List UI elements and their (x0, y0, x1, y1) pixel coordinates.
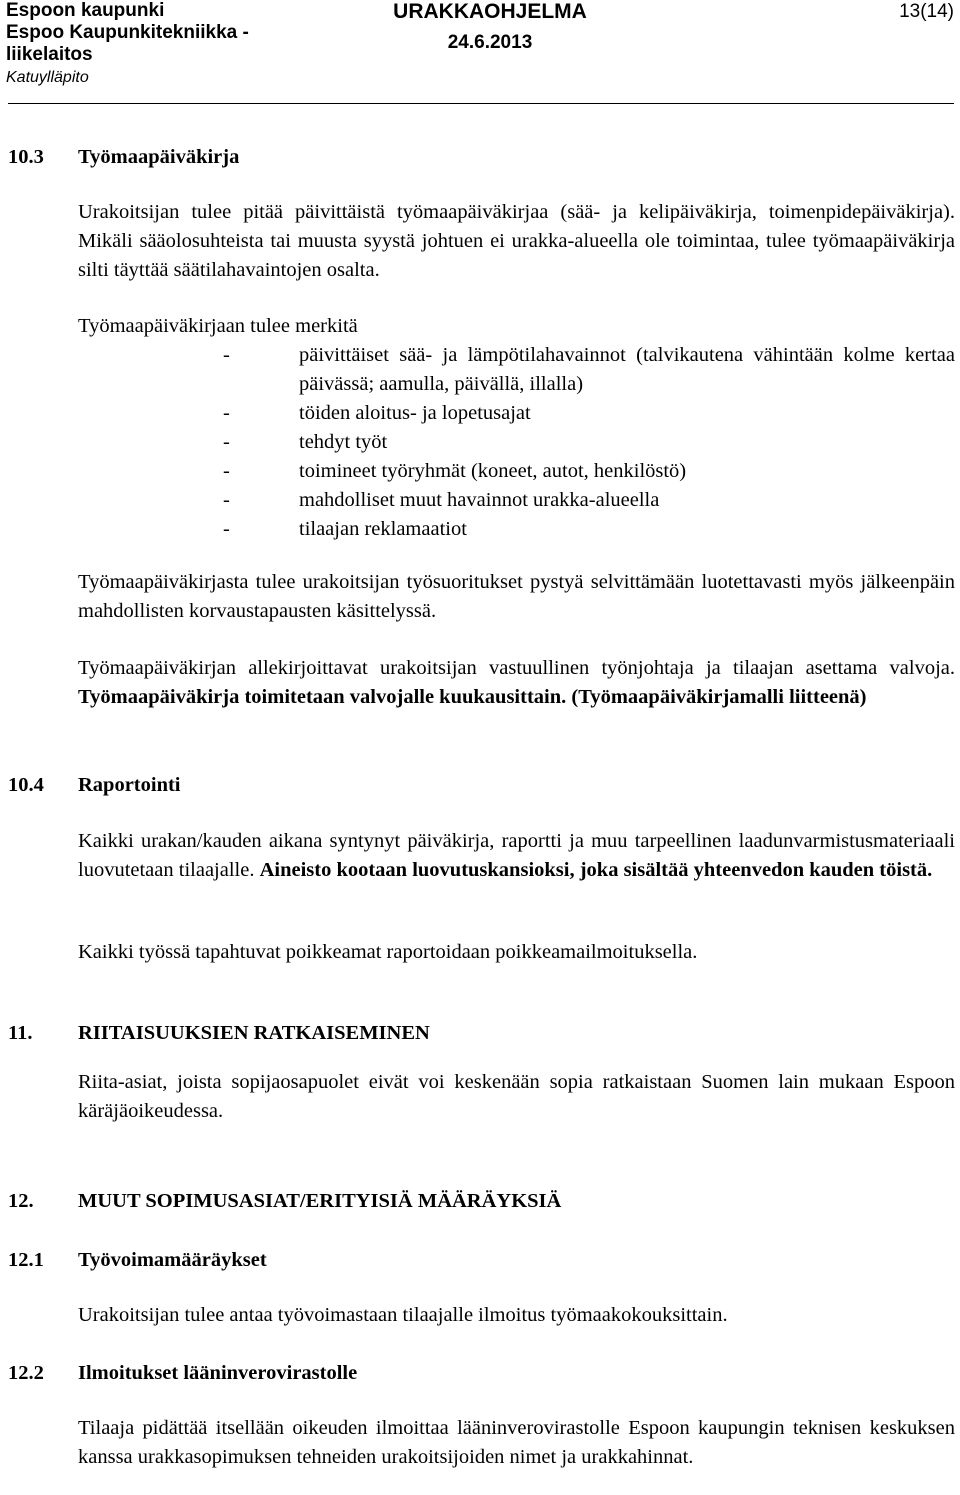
paragraph: Urakoitsijan tulee pitää päivittäistä työmaapäiväkirjaa (sää- ja kelipäiväkirja, toimenpidepäiväkirja). Mikäli sääolosuhteista tai muusta syystä johtuen ei urakka-alueella ole toimintaa, tulee työmaapäiväkirja silti täyttää säätilahavaintojen osalta. (78, 201, 955, 281)
list-item (223, 486, 955, 515)
section-heading-10-4 (8, 772, 181, 798)
dash-marker: - (223, 431, 230, 453)
section-number: 12.1 (8, 1249, 44, 1271)
list-item-text: tilaajan reklamaatiot (299, 518, 467, 540)
paragraph (78, 827, 955, 885)
section-number: 11. (8, 1022, 33, 1044)
page-number: 13(14) (899, 1, 954, 22)
paragraph (78, 654, 955, 712)
list-item-text: tehdyt työt (299, 431, 388, 453)
list-item (223, 515, 955, 544)
section-heading-12-1 (8, 1247, 267, 1273)
paragraph-text: Kaikki urakan/kauden aikana syntynyt päiväkirja, raportti ja muu tarpeellinen laadunvarmistusmateriaali luovutetaan tilaajalle. (78, 830, 955, 881)
section-title: Ilmoitukset lääninverovirastolle (78, 1362, 358, 1384)
section-title: Raportointi (78, 774, 181, 796)
section-heading-12 (8, 1188, 561, 1214)
dash-marker: - (223, 489, 230, 511)
bullet-list (223, 341, 955, 544)
dash-marker: - (223, 402, 230, 424)
department-name: Katuylläpito (6, 69, 89, 86)
list-item-text: päivittäiset sää- ja lämpötilahavainnot (talvikautena vähintään kolme kertaa päivässä; aamulla, päivällä, illalla) (299, 344, 955, 395)
dash-marker: - (223, 344, 230, 366)
list-item (223, 399, 955, 428)
paragraph: Urakoitsijan tulee antaa työvoimastaan tilaajalle ilmoitus työmaakokouksittain. (78, 1304, 728, 1326)
paragraph: Työmaapäiväkirjaan tulee merkitä (78, 315, 358, 337)
organization-unit: Espoo Kaupunkitekniikka - liikelaitos (6, 22, 249, 65)
list-item (223, 457, 955, 486)
document-date: 24.6.2013 (447, 32, 533, 53)
paragraph-emphasis: Aineisto kootaan luovutuskansioksi, joka sisältää yhteenvedon kauden töistä. (259, 859, 933, 881)
paragraph-text: Työmaapäiväkirjan allekirjoittavat urakoitsijan vastuullinen työnjohtaja ja tilaajan asettama valvoja. (78, 657, 955, 679)
list-item (223, 428, 955, 457)
section-heading-10-3 (8, 144, 239, 170)
section-number: 10.3 (8, 146, 44, 168)
section-heading-11 (8, 1020, 430, 1046)
paragraph: Tilaaja pidättää itsellään oikeuden ilmoittaa lääninverovirastolle Espoon kaupungin teknisen keskuksen kanssa urakkasopimuksen tehneiden urakoitsijoiden nimet ja urakkahinnat. (78, 1417, 955, 1468)
organization-name: Espoon kaupunki (6, 0, 165, 21)
dash-marker: - (223, 518, 230, 540)
section-title: MUUT SOPIMUSASIAT/ERITYISIÄ MÄÄRÄYKSIÄ (78, 1190, 562, 1212)
section-title: RIITAISUUKSIEN RATKAISEMINEN (78, 1022, 430, 1044)
section-number: 12.2 (8, 1362, 44, 1384)
list-item-text: mahdolliset muut havainnot urakka-alueella (299, 489, 660, 511)
section-number: 10.4 (8, 774, 44, 796)
paragraph: Työmaapäiväkirjasta tulee urakoitsijan työsuoritukset pystyä selvittämään luotettavasti myös jälkeenpäin mahdollisten korvaustapausten käsittelyssä. (78, 571, 955, 622)
paragraph: Riita-asiat, joista sopijaosapuolet eivät voi keskenään sopia ratkaistaan Suomen lain mukaan Espoon käräjäoikeudessa. (78, 1071, 955, 1122)
dash-marker: - (223, 460, 230, 482)
section-title: Työmaapäiväkirja (78, 146, 240, 168)
paragraph: Kaikki työssä tapahtuvat poikkeamat raportoidaan poikkeamailmoituksella. (78, 941, 698, 963)
section-title: Työvoimamääräykset (78, 1249, 267, 1271)
header-divider (8, 103, 954, 104)
paragraph-emphasis: Työmaapäiväkirja toimitetaan valvojalle kuukausittain. (Työmaapäiväkirjamalli liitteenä) (78, 686, 867, 708)
section-heading-12-2 (8, 1360, 357, 1386)
list-item (223, 341, 955, 399)
list-item-text: toimineet työryhmät (koneet, autot, henkilöstö) (299, 460, 687, 482)
section-number: 12. (8, 1190, 34, 1212)
document-title: URAKKAOHJELMA (393, 0, 587, 23)
list-item-text: töiden aloitus- ja lopetusajat (299, 402, 531, 424)
